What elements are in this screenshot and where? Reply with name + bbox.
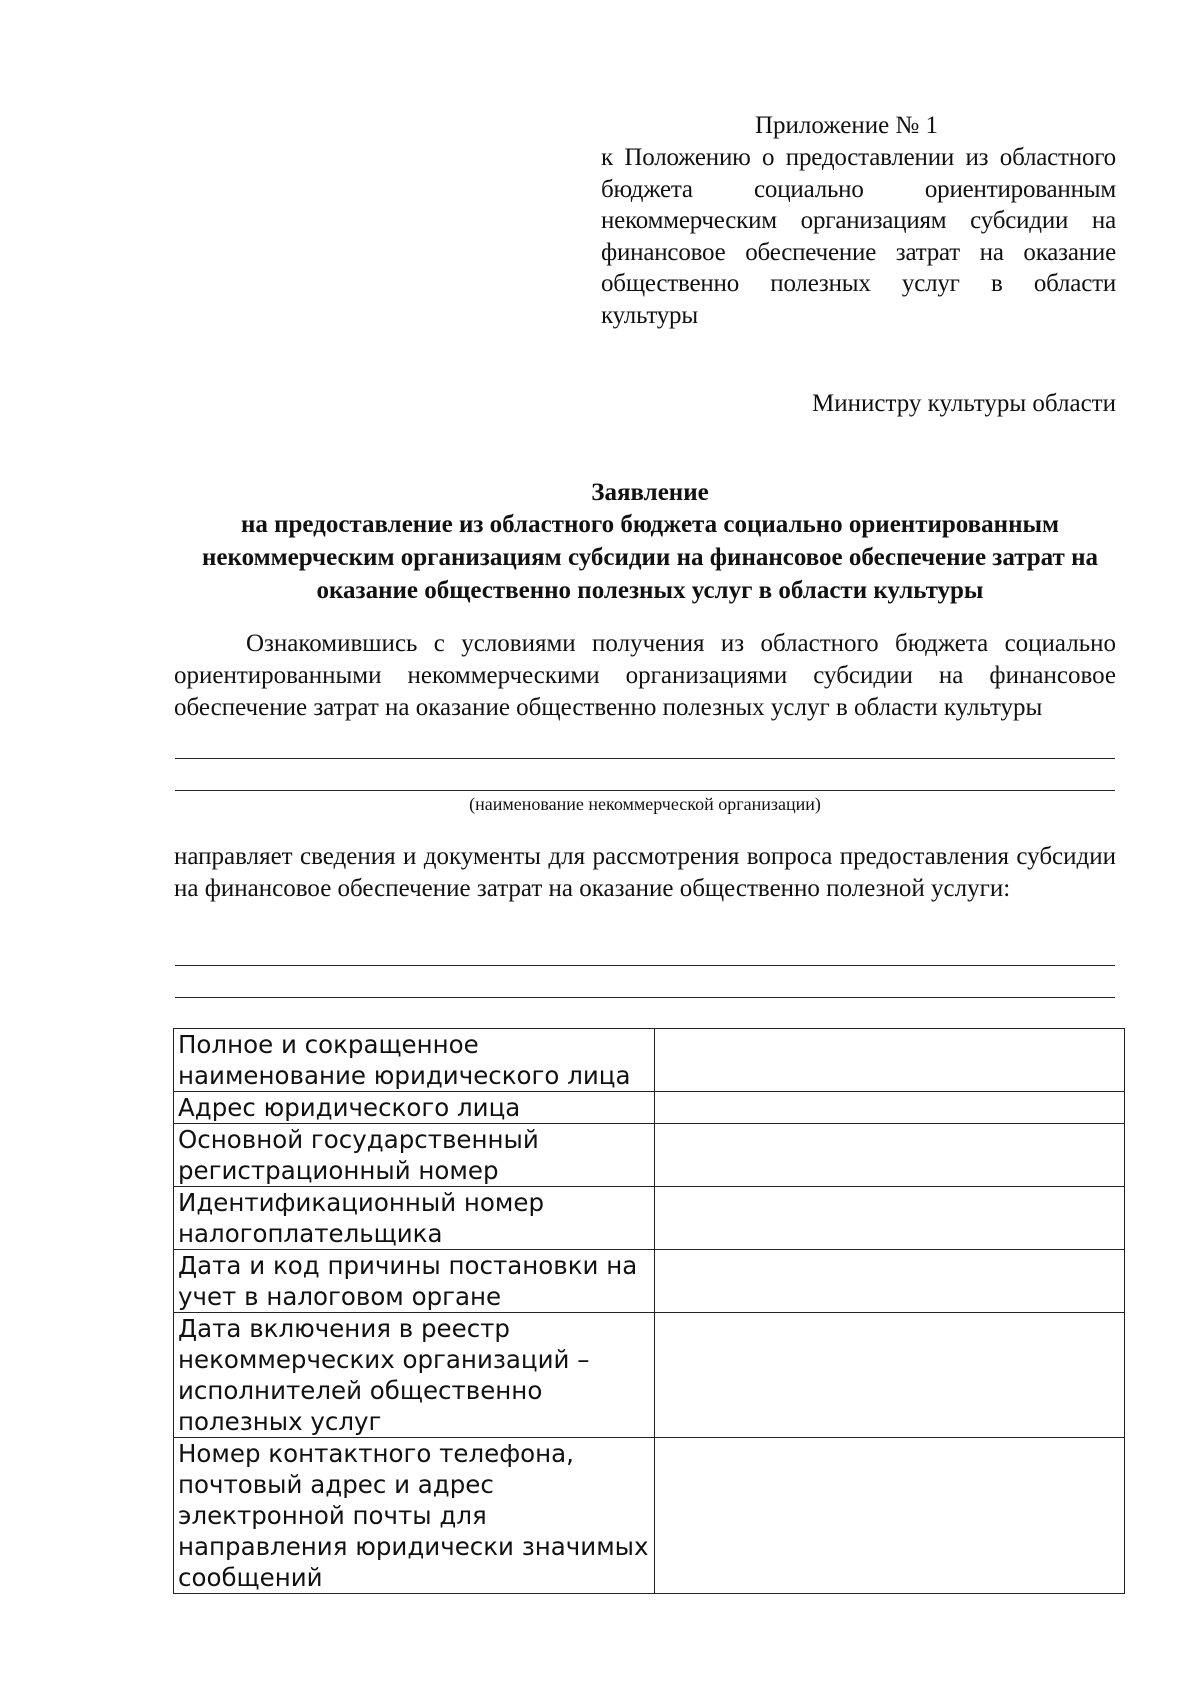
row-label: Дата включения в реестр некоммерческих организаций – исполнителей общественно полезных услуг — [174, 1313, 655, 1438]
row-label: Основной государственный регистрационный номер — [174, 1124, 655, 1187]
row-label: Полное и сокращенное наименование юридического лица — [174, 1029, 655, 1092]
body-paragraph: направляет сведения и документы для рассмотрения вопроса предоставления субсидии на финансовое обеспечение затрат на оказание общественно полезной услуги: — [174, 843, 1116, 902]
addressee: Министру культуры области — [812, 390, 1116, 417]
appendix-text: к Положению о предоставлении из областного бюджета социально ориентированным некоммерческим организациям субсидии на финансовое обеспечение затрат на оказание общественно полезных услуг в области культуры — [601, 144, 1116, 329]
appendix-title: Приложение № 1 — [755, 112, 939, 139]
service-name-line-1[interactable] — [175, 965, 1115, 966]
organization-name-line-1[interactable] — [175, 758, 1115, 759]
row-value-field[interactable] — [655, 1187, 1125, 1250]
table-row — [174, 1438, 1125, 1594]
organization-name-line-2[interactable] — [175, 790, 1115, 791]
row-value-field[interactable] — [655, 1029, 1125, 1092]
row-label: Идентификационный номер налогоплательщика — [174, 1187, 655, 1250]
table-row — [174, 1187, 1125, 1250]
table-row — [174, 1029, 1125, 1092]
table-row — [174, 1313, 1125, 1438]
organization-name-caption: (наименование некоммерческой организации) — [469, 794, 821, 814]
table-row — [174, 1092, 1125, 1124]
row-label: Дата и код причины постановки на учет в налоговом органе — [174, 1250, 655, 1313]
appendix-block — [601, 110, 1116, 331]
service-name-line-2[interactable] — [175, 997, 1115, 998]
table-row — [174, 1124, 1125, 1187]
intro-paragraph: Ознакомившись с условиями получения из областного бюджета социально ориентированными некоммерческими организациями субсидии на финансовое обеспечение затрат на оказание общественно полезных услуг в области культуры — [174, 630, 1116, 721]
organization-info-table — [173, 1028, 1125, 1594]
document-title: Заявление — [591, 479, 709, 506]
row-label: Адрес юридического лица — [174, 1092, 655, 1124]
row-label: Номер контактного телефона, почтовый адрес и адрес электронной почты для направления юридически значимых сообщений — [174, 1438, 655, 1594]
row-value-field[interactable] — [655, 1250, 1125, 1313]
row-value-field[interactable] — [655, 1438, 1125, 1594]
row-value-field[interactable] — [655, 1313, 1125, 1438]
table-row — [174, 1250, 1125, 1313]
document-subtitle: на предоставление из областного бюджета социально ориентированным некоммерческим организациям субсидии на финансовое обеспечение затрат на оказание общественно полезных услуг в области культуры — [202, 511, 1098, 604]
row-value-field[interactable] — [655, 1092, 1125, 1124]
row-value-field[interactable] — [655, 1124, 1125, 1187]
